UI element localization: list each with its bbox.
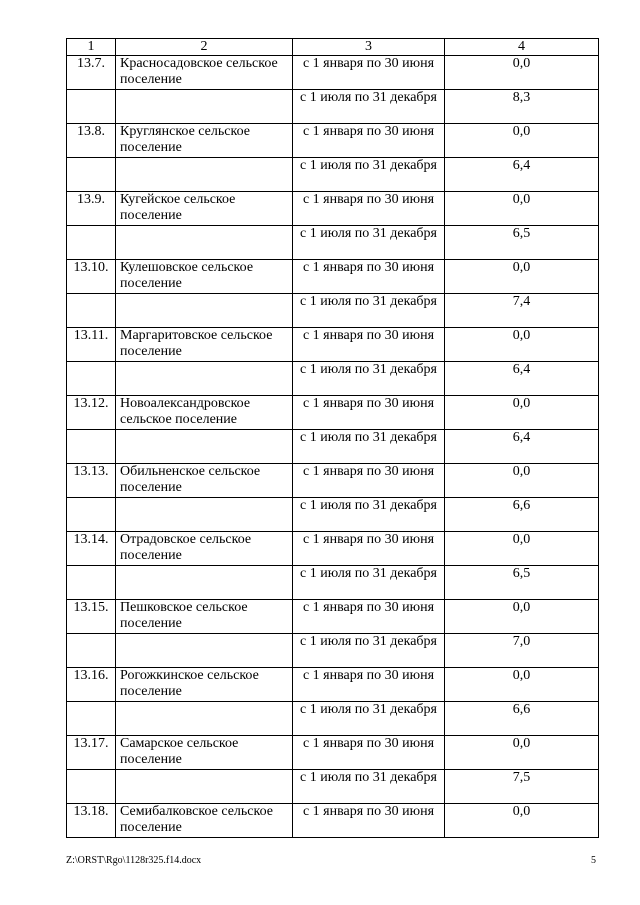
period: с 1 июля по 31 декабря: [293, 226, 445, 260]
period: с 1 января по 30 июня: [293, 328, 445, 362]
row-number: 13.12.: [67, 396, 116, 430]
settlement-name: Рогожкинское сельское поселение: [116, 668, 293, 702]
table-row: [67, 430, 599, 464]
period: с 1 июля по 31 декабря: [293, 566, 445, 600]
period: с 1 января по 30 июня: [293, 600, 445, 634]
page-number: 5: [591, 855, 596, 866]
header-row: [67, 39, 599, 56]
row-number: 13.15.: [67, 600, 116, 634]
settlement-name: Маргаритовское сельское поселение: [116, 328, 293, 362]
settlement-name: [116, 634, 293, 668]
rate-value: 7,0: [445, 634, 599, 668]
period: с 1 июля по 31 декабря: [293, 702, 445, 736]
period: с 1 января по 30 июня: [293, 56, 445, 90]
row-number: [67, 566, 116, 600]
settlement-name: [116, 498, 293, 532]
row-number: [67, 226, 116, 260]
table-row: [67, 464, 599, 498]
settlement-name: [116, 226, 293, 260]
table-row: [67, 668, 599, 702]
rate-value: 0,0: [445, 260, 599, 294]
table-row: [67, 124, 599, 158]
period: с 1 января по 30 июня: [293, 804, 445, 838]
settlement-name: Красносадовское сельское поселение: [116, 56, 293, 90]
table-row: [67, 328, 599, 362]
period: с 1 января по 30 июня: [293, 532, 445, 566]
period: с 1 июля по 31 декабря: [293, 634, 445, 668]
table-row: [67, 362, 599, 396]
settlement-name: [116, 90, 293, 124]
table-row: [67, 192, 599, 226]
rate-value: 6,4: [445, 362, 599, 396]
footer-file-path: Z:\ORST\Rgo\1128r325.f14.docx: [66, 855, 202, 866]
period: с 1 января по 30 июня: [293, 736, 445, 770]
column-header-4: 4: [445, 39, 599, 56]
settlement-name: [116, 294, 293, 328]
table-row: [67, 804, 599, 838]
period: с 1 июля по 31 декабря: [293, 770, 445, 804]
row-number: [67, 158, 116, 192]
rate-value: 6,5: [445, 566, 599, 600]
row-number: 13.17.: [67, 736, 116, 770]
row-number: 13.9.: [67, 192, 116, 226]
rate-value: 0,0: [445, 56, 599, 90]
row-number: 13.8.: [67, 124, 116, 158]
period: с 1 июля по 31 декабря: [293, 158, 445, 192]
table-row: [67, 396, 599, 430]
row-number: [67, 430, 116, 464]
settlement-name: [116, 362, 293, 396]
row-number: [67, 90, 116, 124]
row-number: [67, 362, 116, 396]
rate-value: 6,6: [445, 498, 599, 532]
row-number: [67, 634, 116, 668]
row-number: 13.7.: [67, 56, 116, 90]
period: с 1 июля по 31 декабря: [293, 362, 445, 396]
row-number: 13.13.: [67, 464, 116, 498]
row-number: 13.14.: [67, 532, 116, 566]
table-row: [67, 226, 599, 260]
period: с 1 января по 30 июня: [293, 396, 445, 430]
table-row: [67, 566, 599, 600]
settlement-name: Семибалковское сельское поселение: [116, 804, 293, 838]
rate-value: 0,0: [445, 532, 599, 566]
settlement-name: Пешковское сельское поселение: [116, 600, 293, 634]
table-row: [67, 260, 599, 294]
rate-value: 7,4: [445, 294, 599, 328]
table-row: [67, 600, 599, 634]
settlement-name: [116, 702, 293, 736]
table-row: [67, 702, 599, 736]
table-row: [67, 770, 599, 804]
table-row: [67, 294, 599, 328]
period: с 1 июля по 31 декабря: [293, 294, 445, 328]
rate-value: 6,5: [445, 226, 599, 260]
settlement-name: Кугейское сельское поселение: [116, 192, 293, 226]
settlement-name: [116, 430, 293, 464]
period: с 1 января по 30 июня: [293, 260, 445, 294]
column-header-2: 2: [116, 39, 293, 56]
rate-value: 8,3: [445, 90, 599, 124]
settlement-name: Самарское сельское поселение: [116, 736, 293, 770]
period: с 1 января по 30 июня: [293, 668, 445, 702]
settlement-name: Отрадовское сельское поселение: [116, 532, 293, 566]
settlement-name: Круглянское сельское поселение: [116, 124, 293, 158]
rate-value: 0,0: [445, 600, 599, 634]
table-row: [67, 498, 599, 532]
rate-value: 0,0: [445, 804, 599, 838]
settlement-name: [116, 158, 293, 192]
row-number: 13.11.: [67, 328, 116, 362]
rate-value: 0,0: [445, 328, 599, 362]
settlement-name: [116, 770, 293, 804]
tariff-table: [66, 38, 599, 838]
period: с 1 июля по 31 декабря: [293, 90, 445, 124]
settlement-name: [116, 566, 293, 600]
row-number: 13.10.: [67, 260, 116, 294]
row-number: 13.16.: [67, 668, 116, 702]
rate-value: 0,0: [445, 464, 599, 498]
row-number: [67, 498, 116, 532]
rate-value: 0,0: [445, 668, 599, 702]
row-number: [67, 702, 116, 736]
column-header-1: 1: [67, 39, 116, 56]
rate-value: 0,0: [445, 736, 599, 770]
row-number: [67, 770, 116, 804]
table-row: [67, 158, 599, 192]
period: с 1 января по 30 июня: [293, 192, 445, 226]
rate-value: 0,0: [445, 192, 599, 226]
table-row: [67, 634, 599, 668]
column-header-3: 3: [293, 39, 445, 56]
rate-value: 7,5: [445, 770, 599, 804]
rate-value: 6,4: [445, 158, 599, 192]
period: с 1 июля по 31 декабря: [293, 498, 445, 532]
period: с 1 января по 30 июня: [293, 124, 445, 158]
rate-value: 6,4: [445, 430, 599, 464]
rate-value: 0,0: [445, 124, 599, 158]
table-row: [67, 90, 599, 124]
period: с 1 июля по 31 декабря: [293, 430, 445, 464]
rate-value: 0,0: [445, 396, 599, 430]
table-row: [67, 736, 599, 770]
period: с 1 января по 30 июня: [293, 464, 445, 498]
table-row: [67, 56, 599, 90]
row-number: 13.18.: [67, 804, 116, 838]
settlement-name: Обильненское сельское поселение: [116, 464, 293, 498]
table-row: [67, 532, 599, 566]
settlement-name: Кулешовское сельское поселение: [116, 260, 293, 294]
rate-value: 6,6: [445, 702, 599, 736]
settlement-name: Новоалександровское сельское поселение: [116, 396, 293, 430]
row-number: [67, 294, 116, 328]
